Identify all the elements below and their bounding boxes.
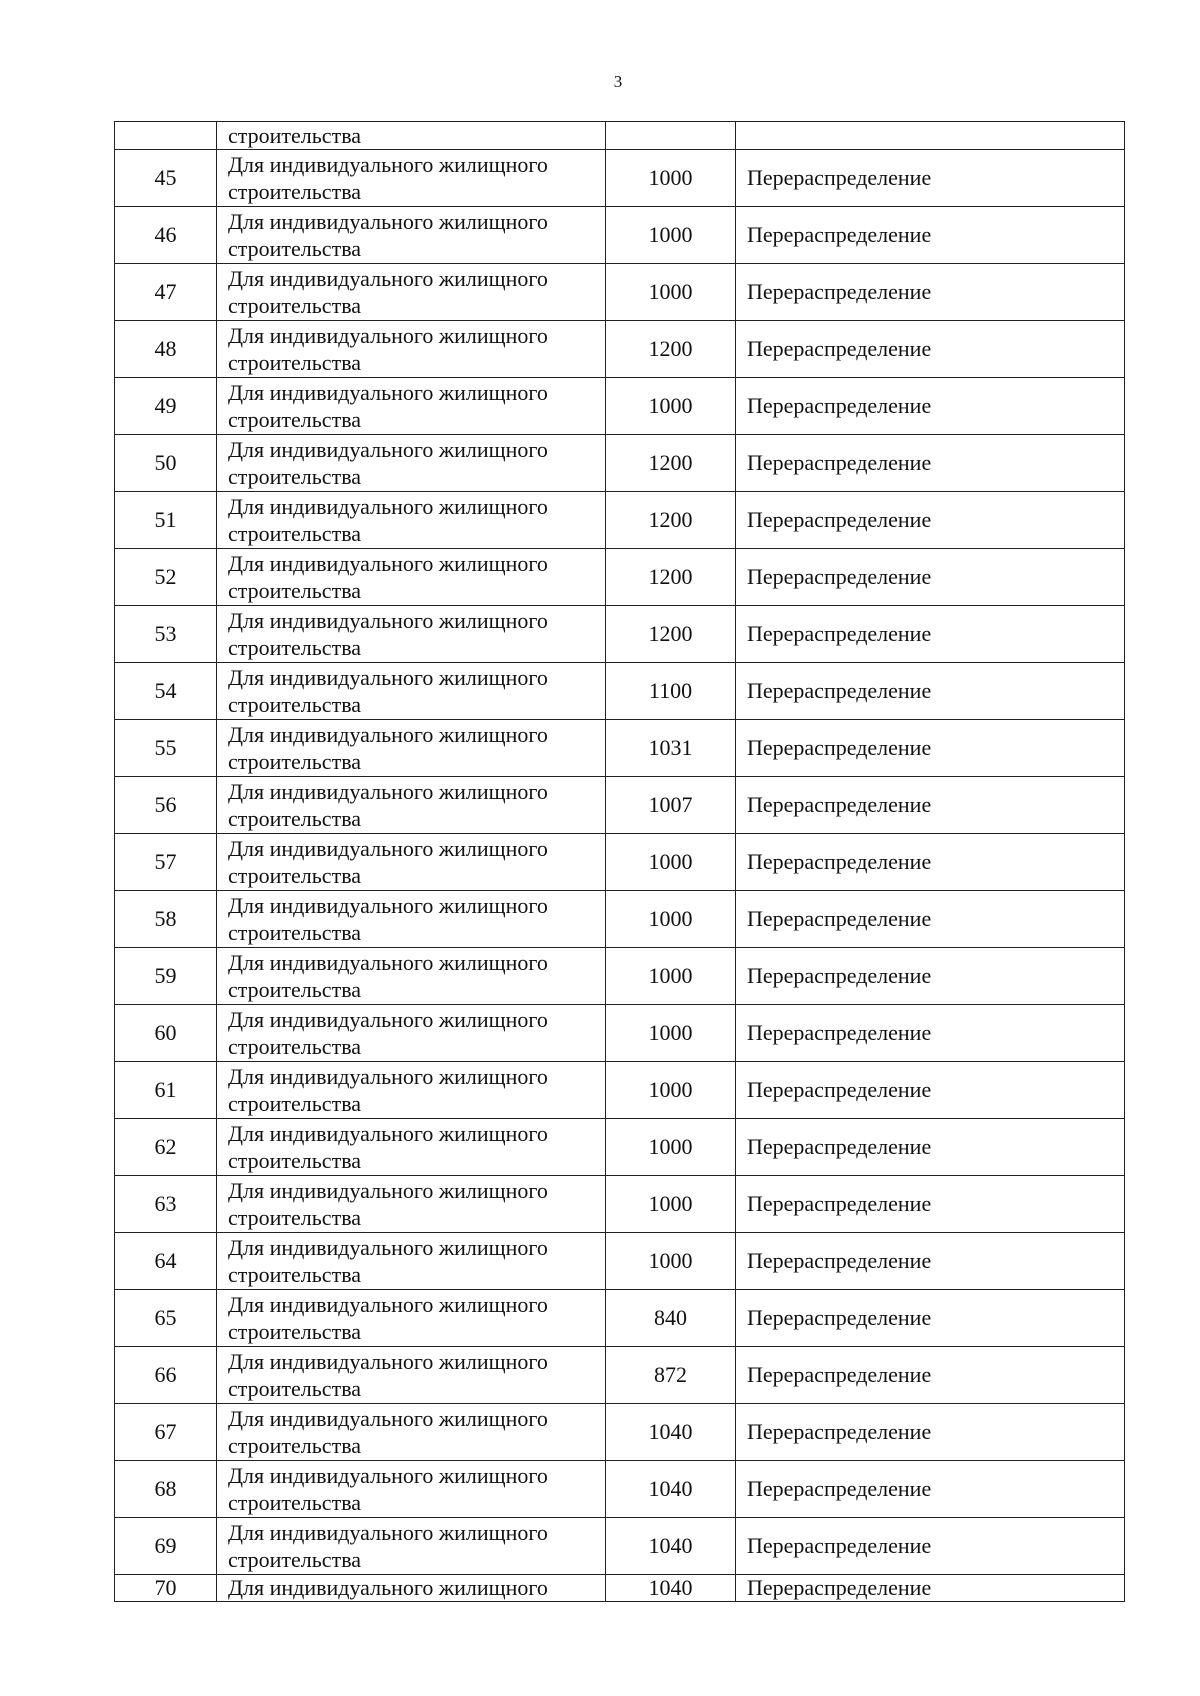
land-use-cell	[217, 492, 606, 549]
table-row	[115, 1062, 1125, 1119]
land-use-line: строительства	[228, 977, 362, 1002]
area-cell: 1000	[606, 1176, 736, 1233]
land-use-line: Для индивидуального жилищного	[228, 494, 548, 519]
row-number-cell: 58	[115, 891, 217, 948]
land-use-cell	[217, 1518, 606, 1575]
row-number-cell: 68	[115, 1461, 217, 1518]
basis-cell: Перераспределение	[736, 207, 1125, 264]
land-use-cell	[217, 663, 606, 720]
land-use-line: строительства	[228, 293, 362, 318]
land-use-line: Для индивидуального жилищного	[228, 1520, 548, 1545]
row-number-cell: 62	[115, 1119, 217, 1176]
land-use-line: Для индивидуального жилищного	[228, 1406, 548, 1431]
land-use-line: строительства	[228, 863, 362, 888]
row-number-cell: 45	[115, 150, 217, 207]
land-use-line: Для индивидуального жилищного	[228, 209, 548, 234]
basis-cell: Перераспределение	[736, 777, 1125, 834]
table-row	[115, 948, 1125, 1005]
table-row-continuation	[115, 122, 1125, 150]
basis-cell: Перераспределение	[736, 606, 1125, 663]
land-use-cell	[217, 720, 606, 777]
land-use-line: Для индивидуального жилищного	[228, 1121, 548, 1146]
basis-cell: Перераспределение	[736, 834, 1125, 891]
area-cell: 1000	[606, 1119, 736, 1176]
land-plots-table	[114, 121, 1125, 1602]
row-number-cell: 56	[115, 777, 217, 834]
area-cell: 1200	[606, 549, 736, 606]
table-row	[115, 150, 1125, 207]
table-row	[115, 1176, 1125, 1233]
row-number-cell: 46	[115, 207, 217, 264]
area-cell: 872	[606, 1347, 736, 1404]
area-cell	[606, 122, 736, 150]
basis-cell: Перераспределение	[736, 549, 1125, 606]
land-use-cell	[217, 1575, 606, 1602]
basis-cell: Перераспределение	[736, 1176, 1125, 1233]
land-use-line: строительства	[228, 521, 362, 546]
basis-cell: Перераспределение	[736, 435, 1125, 492]
land-use-cell	[217, 1005, 606, 1062]
land-use-line: Для индивидуального жилищного	[228, 1064, 548, 1089]
land-use-line: Для индивидуального жилищного	[228, 266, 548, 291]
land-use-line: Для индивидуального жилищного	[228, 893, 548, 918]
area-cell: 1000	[606, 948, 736, 1005]
land-use-cell	[217, 1062, 606, 1119]
table-row	[115, 834, 1125, 891]
land-use-line: строительства	[228, 749, 362, 774]
row-number-cell: 48	[115, 321, 217, 378]
land-use-line: Для индивидуального жилищного	[228, 836, 548, 861]
land-use-line: Для индивидуального жилищного	[228, 323, 548, 348]
row-number-cell: 66	[115, 1347, 217, 1404]
basis-cell: Перераспределение	[736, 1005, 1125, 1062]
area-cell: 1000	[606, 264, 736, 321]
basis-cell: Перераспределение	[736, 1233, 1125, 1290]
land-use-line: Для индивидуального жилищного	[228, 1178, 548, 1203]
table-row	[115, 1233, 1125, 1290]
row-number-cell: 67	[115, 1404, 217, 1461]
table-row	[115, 1290, 1125, 1347]
area-cell: 840	[606, 1290, 736, 1347]
land-use-cell	[217, 321, 606, 378]
land-use-line: Для индивидуального жилищного	[228, 380, 548, 405]
area-cell: 1000	[606, 1062, 736, 1119]
table-row	[115, 207, 1125, 264]
land-use-line: строительства	[228, 1262, 362, 1287]
land-use-line: строительства	[228, 578, 362, 603]
area-cell: 1007	[606, 777, 736, 834]
table-row	[115, 435, 1125, 492]
row-number-cell: 49	[115, 378, 217, 435]
table-row	[115, 777, 1125, 834]
land-use-cell	[217, 122, 606, 150]
land-use-line: Для индивидуального жилищного	[228, 1292, 548, 1317]
land-use-cell	[217, 948, 606, 1005]
land-use-cell	[217, 1119, 606, 1176]
land-use-line: строительства	[228, 1205, 362, 1230]
land-use-cell	[217, 378, 606, 435]
basis-cell: Перераспределение	[736, 150, 1125, 207]
land-use-line: Для индивидуального жилищного	[228, 950, 548, 975]
area-cell: 1200	[606, 321, 736, 378]
basis-cell: Перераспределение	[736, 663, 1125, 720]
land-use-cell	[217, 891, 606, 948]
table-row	[115, 321, 1125, 378]
land-use-line: строительства	[228, 806, 362, 831]
area-cell: 1040	[606, 1575, 736, 1602]
area-cell: 1000	[606, 891, 736, 948]
land-use-line: Для индивидуального жилищного	[228, 779, 548, 804]
row-number-cell: 52	[115, 549, 217, 606]
table-body	[115, 122, 1125, 1602]
table-row-last	[115, 1575, 1125, 1602]
basis-cell: Перераспределение	[736, 1404, 1125, 1461]
row-number-cell: 64	[115, 1233, 217, 1290]
land-use-line: Для индивидуального жилищного	[228, 152, 548, 177]
basis-cell: Перераспределение	[736, 378, 1125, 435]
table-row	[115, 606, 1125, 663]
land-use-cell	[217, 1347, 606, 1404]
land-use-line: строительства	[228, 692, 362, 717]
table-row	[115, 492, 1125, 549]
table-row	[115, 1119, 1125, 1176]
table-row	[115, 720, 1125, 777]
land-use-line: строительства	[228, 1319, 362, 1344]
land-use-line: Для индивидуального жилищного	[228, 665, 548, 690]
land-use-line: Для индивидуального жилищного	[228, 1349, 548, 1374]
land-use-cell	[217, 834, 606, 891]
row-number-cell: 54	[115, 663, 217, 720]
row-number-cell: 61	[115, 1062, 217, 1119]
land-use-line: Для индивидуального жилищного	[228, 1235, 548, 1260]
land-use-line: строительства	[228, 920, 362, 945]
land-use-line: строительства	[228, 1490, 362, 1515]
area-cell: 1031	[606, 720, 736, 777]
area-cell: 1100	[606, 663, 736, 720]
area-cell: 1000	[606, 150, 736, 207]
row-number-cell: 51	[115, 492, 217, 549]
land-use-cell	[217, 549, 606, 606]
table-row	[115, 378, 1125, 435]
area-cell: 1000	[606, 207, 736, 264]
area-cell: 1040	[606, 1404, 736, 1461]
land-use-line: строительства	[228, 407, 362, 432]
table-row	[115, 1518, 1125, 1575]
land-use-line: строительства	[228, 350, 362, 375]
table-row	[115, 549, 1125, 606]
table-row	[115, 1005, 1125, 1062]
row-number-cell: 60	[115, 1005, 217, 1062]
row-number-cell: 70	[115, 1575, 217, 1602]
row-number-cell: 50	[115, 435, 217, 492]
row-number-cell: 57	[115, 834, 217, 891]
land-use-cell	[217, 1404, 606, 1461]
row-number-cell: 65	[115, 1290, 217, 1347]
table-row	[115, 663, 1125, 720]
area-cell: 1200	[606, 606, 736, 663]
row-number-cell	[115, 122, 217, 150]
basis-cell: Перераспределение	[736, 1119, 1125, 1176]
land-use-line: Для индивидуального жилищного	[228, 1007, 548, 1032]
table-row	[115, 1347, 1125, 1404]
basis-cell: Перераспределение	[736, 1575, 1125, 1602]
area-cell: 1000	[606, 1233, 736, 1290]
basis-cell: Перераспределение	[736, 1518, 1125, 1575]
land-use-line: Для индивидуального жилищного	[228, 608, 548, 633]
land-use-cell	[217, 1461, 606, 1518]
area-cell: 1000	[606, 834, 736, 891]
basis-cell: Перераспределение	[736, 948, 1125, 1005]
land-use-cell	[217, 435, 606, 492]
area-cell: 1200	[606, 435, 736, 492]
land-use-line: строительства	[228, 1148, 362, 1173]
land-use-line: строительства	[228, 1091, 362, 1116]
table-row	[115, 1461, 1125, 1518]
area-cell: 1000	[606, 1005, 736, 1062]
basis-cell: Перераспределение	[736, 891, 1125, 948]
land-use-line: Для индивидуального жилищного	[228, 1463, 548, 1488]
land-use-line: строительства	[228, 236, 362, 261]
area-cell: 1040	[606, 1461, 736, 1518]
land-use-cell	[217, 777, 606, 834]
land-use-cell	[217, 207, 606, 264]
land-use-cell	[217, 1176, 606, 1233]
land-use-cell	[217, 150, 606, 207]
basis-cell: Перераспределение	[736, 1461, 1125, 1518]
basis-cell: Перераспределение	[736, 1062, 1125, 1119]
row-number-cell: 55	[115, 720, 217, 777]
row-number-cell: 63	[115, 1176, 217, 1233]
land-use-line: строительства	[228, 179, 362, 204]
row-number-cell: 69	[115, 1518, 217, 1575]
area-cell: 1200	[606, 492, 736, 549]
land-use-line: строительства	[228, 1376, 362, 1401]
table-row	[115, 891, 1125, 948]
row-number-cell: 53	[115, 606, 217, 663]
land-use-line: Для индивидуального жилищного	[228, 1575, 548, 1600]
land-use-line: строительства	[228, 122, 362, 148]
land-use-line: Для индивидуального жилищного	[228, 437, 548, 462]
basis-cell: Перераспределение	[736, 264, 1125, 321]
land-use-line: Для индивидуального жилищного	[228, 722, 548, 747]
row-number-cell: 59	[115, 948, 217, 1005]
basis-cell: Перераспределение	[736, 720, 1125, 777]
land-use-cell	[217, 1233, 606, 1290]
page-number: 3	[613, 72, 623, 91]
table-row	[115, 264, 1125, 321]
basis-cell: Перераспределение	[736, 1347, 1125, 1404]
land-use-line: строительства	[228, 464, 362, 489]
land-use-cell	[217, 1290, 606, 1347]
area-cell: 1040	[606, 1518, 736, 1575]
basis-cell	[736, 122, 1125, 150]
land-use-cell	[217, 606, 606, 663]
area-cell: 1000	[606, 378, 736, 435]
land-use-line: строительства	[228, 1433, 362, 1458]
land-use-line: строительства	[228, 635, 362, 660]
row-number-cell: 47	[115, 264, 217, 321]
basis-cell: Перераспределение	[736, 492, 1125, 549]
land-use-line: строительства	[228, 1547, 362, 1572]
table-row	[115, 1404, 1125, 1461]
land-use-line: строительства	[228, 1034, 362, 1059]
land-use-cell	[217, 264, 606, 321]
land-use-line: Для индивидуального жилищного	[228, 551, 548, 576]
basis-cell: Перераспределение	[736, 321, 1125, 378]
basis-cell: Перераспределение	[736, 1290, 1125, 1347]
